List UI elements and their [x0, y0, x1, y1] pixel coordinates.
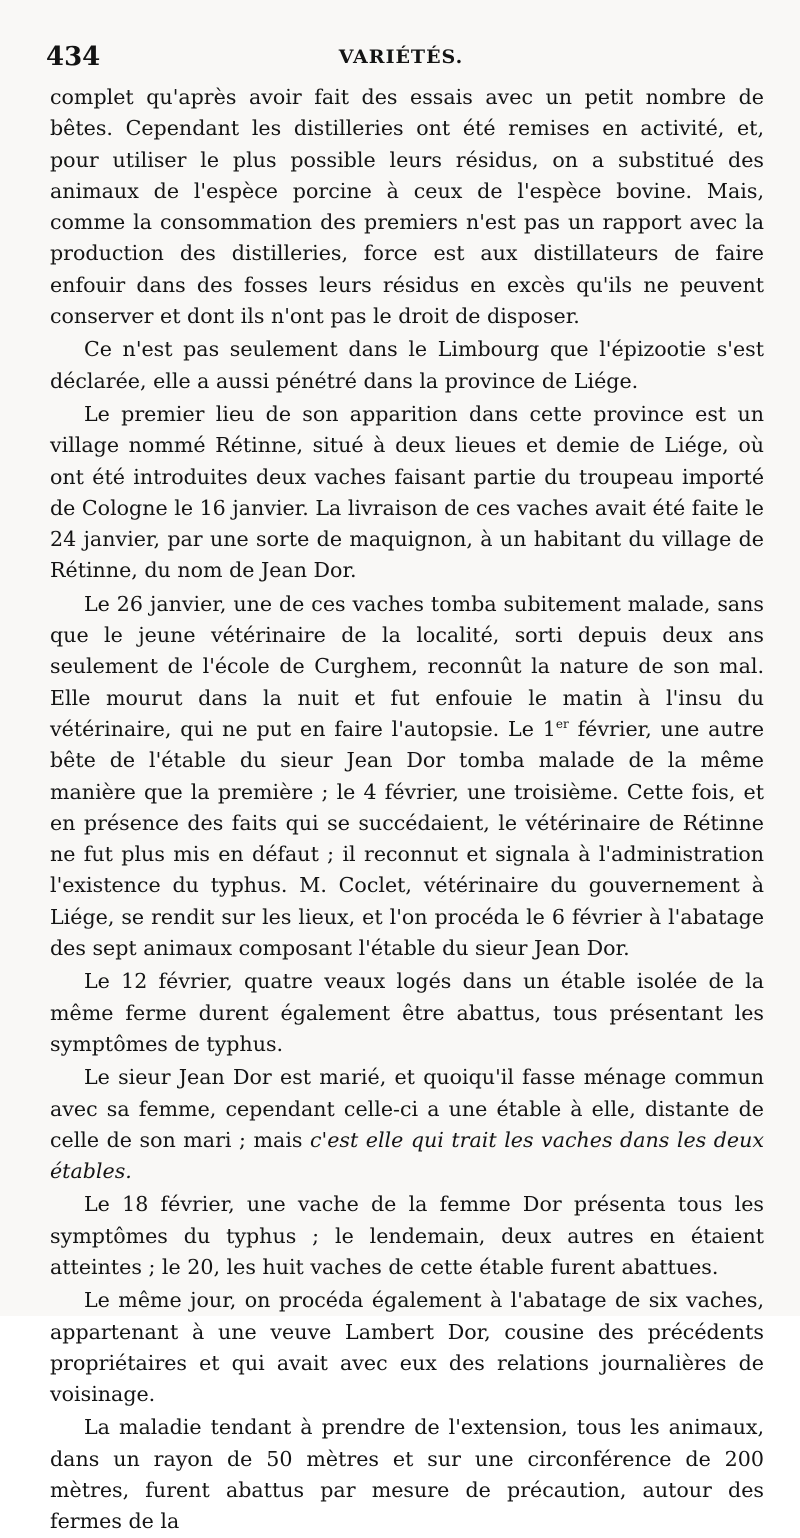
italic-emphasis: c'est elle qui trait les vaches dans les deux étables.	[50, 1127, 764, 1184]
superscript-er: er	[555, 717, 569, 732]
paragraph-9: La maladie tendant à prendre de l'extension, tous les animaux, dans un rayon de 50 mètres et sur une circonférence de 200 mètres, furent abattus par mesure de précaution, autour des fermes de la	[50, 1415, 764, 1534]
paragraph-7: Le 18 février, une vache de la femme Dor présenta tous les symptômes du typhus ; le lendemain, deux autres en étaient atteintes ; le 20, les huit vaches de cette étable furent abattues.	[50, 1192, 764, 1279]
page-header	[46, 40, 756, 76]
paragraph-6	[50, 1062, 764, 1187]
running-head: VARIÉTÉS.	[338, 46, 464, 68]
paragraph-3: Le premier lieu de son apparition dans cette province est un village nommé Rétinne, situé à deux lieues et demie de Liége, où ont été introduites deux vaches faisant partie du troupeau importé de Cologne le 16 janvier. La livraison de ces vaches avait été faite le 24 janvier, par une sorte de maquignon, à un habitant du village de Rétinne, du nom de Jean Dor.	[50, 401, 764, 583]
paragraph-4	[50, 589, 764, 965]
body-text	[50, 82, 764, 1538]
page-number: 434	[46, 42, 101, 72]
paragraph-6-part-1: Le sieur Jean Dor est marié, et quoiqu'il fasse ménage commun avec sa femme, cependant celle-ci a une étable à elle, distante de celle de son mari ; mais	[50, 1065, 764, 1152]
paragraph-5: Le 12 février, quatre veaux logés dans un étable isolée de la même ferme durent également être abattus, tous présentant les symptômes de typhus.	[50, 969, 764, 1056]
paragraph-8: Le même jour, on procéda également à l'abatage de six vaches, appartenant à une veuve Lambert Dor, cousine des précédents propriétaires et qui avait avec eux des relations journalières de voisinage.	[50, 1288, 764, 1407]
paragraph-4-part-1: Le 26 janvier, une de ces vaches tomba subitement malade, sans que le jeune vétérinaire de la localité, sorti depuis deux ans seulement de l'école de Curghem, reconnût la nature de son mal. Elle mourut dans la nuit et fut enfouie le matin à l'insu du vétérinaire, qui ne put en faire l'autopsie. Le 1	[50, 591, 764, 741]
paragraph-4-part-2: février, une autre bête de l'étable du sieur Jean Dor tomba malade de la même manière que la première ; le 4 février, une troisième. Cette fois, et en présence des faits qui se succédaient, le vétérinaire de Rétinne ne fut plus mis en défaut ; il reconnut et signala à l'administration l'existence du typhus. M. Coclet, vétérinaire du gouvernement à Liége, se rendit sur les lieux, et l'on procéda le 6 février à l'abatage des sept animaux composant l'étable du sieur Jean Dor.	[50, 716, 765, 961]
paragraph-2: Ce n'est pas seulement dans le Limbourg que l'épizootie s'est déclarée, elle a aussi pénétré dans la province de Liége.	[50, 337, 764, 393]
paragraph-1: complet qu'après avoir fait des essais avec un petit nombre de bêtes. Cependant les distilleries ont été remises en activité, et, pour utiliser le plus possible leurs résidus, on a substitué des animaux de l'espèce porcine à ceux de l'espèce bovine. Mais, comme la consommation des premiers n'est pas un rapport avec la production des distilleries, force est aux distillateurs de faire enfouir dans des fosses leurs résidus en excès qu'ils ne peuvent conserver et dont ils n'ont pas le droit de disposer.	[50, 85, 764, 329]
